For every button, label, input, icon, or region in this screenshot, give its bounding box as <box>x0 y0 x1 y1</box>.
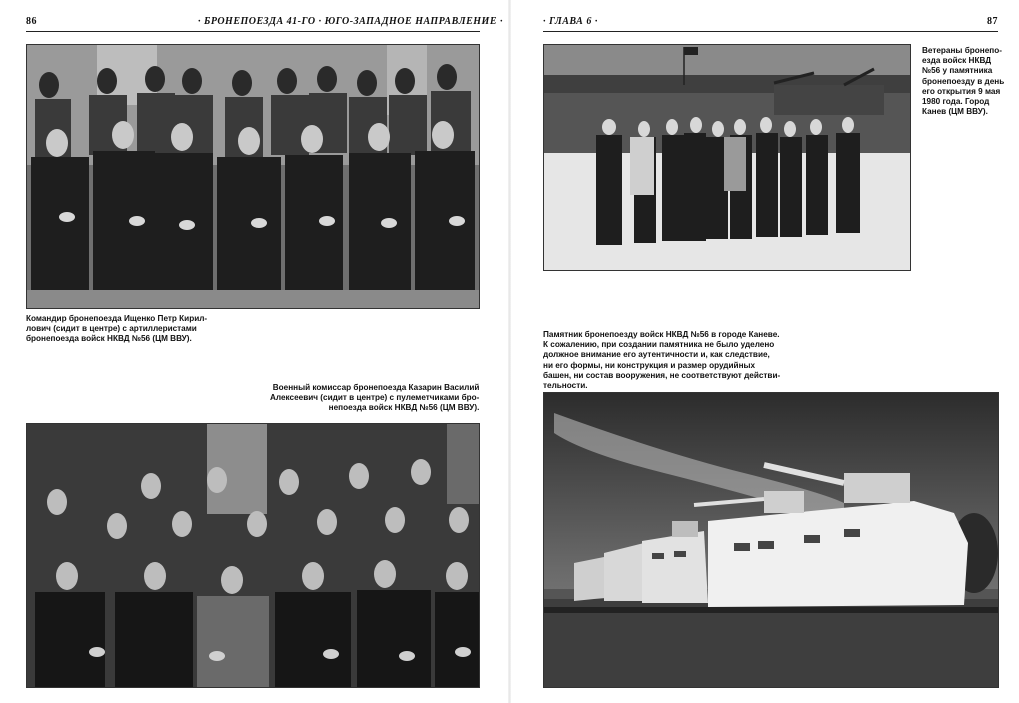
caption-line: башен, ни состав вооружения, не соответствуют действи- <box>543 370 781 380</box>
right-page-number: 87 <box>987 16 998 27</box>
right-page <box>510 0 1019 703</box>
caption-line: Памятник бронепоезду войск НКВД №56 в городе Каневе. <box>543 330 780 339</box>
caption-line: К сожалению, при создании памятника не было уделено <box>543 340 775 350</box>
right-page-header <box>543 16 998 32</box>
left-page-header <box>26 16 504 32</box>
caption-line: №56 у памятника <box>922 66 993 76</box>
caption-line: Ветераны бронепо- <box>922 46 1002 55</box>
caption-line: бронепоезда войск НКВД №56 (ЦМ ВВУ). <box>26 334 192 344</box>
left-page <box>0 0 509 703</box>
caption-line: Военный комиссар бронепоезда Казарин Василий <box>272 383 480 392</box>
caption-line: Командир бронепоезда Ищенко Петр Кирил- <box>26 314 208 323</box>
caption-line: езда войск НКВД <box>922 56 992 66</box>
caption-line: Канев (ЦМ ВВУ). <box>922 107 988 117</box>
photo-veterans-at-monument <box>543 44 911 271</box>
caption-line: бронепоезду в день <box>922 76 1005 86</box>
caption-line: ни его формы, ни конструкция и размер орудийных <box>543 360 756 370</box>
caption-line: Алексеевич (сидит в центре) с пулеметчиками бро- <box>270 393 480 403</box>
caption-line: должное внимание его аутентичности и, как следствие, <box>543 350 770 360</box>
caption-line: непоезда войск НКВД №56 (ЦМ ВВУ). <box>328 403 480 413</box>
left-running-title: · БРОНЕПОЕЗДА 41-ГО · ЮГО-ЗАПАДНОЕ НАПРАВЛЕНИЕ · <box>198 16 504 27</box>
photo-artillerymen-group <box>26 44 480 309</box>
caption-artillerymen <box>26 314 207 345</box>
caption-veterans <box>922 46 1004 117</box>
left-page-number: 86 <box>26 16 37 27</box>
caption-monument <box>543 330 780 391</box>
photo-armored-train-monument <box>543 392 999 688</box>
header-rule <box>26 31 480 32</box>
caption-machine-gunners <box>270 383 479 414</box>
caption-line: тельности. <box>543 381 588 391</box>
header-rule <box>543 31 998 32</box>
photo-machine-gunners-group <box>26 423 480 688</box>
caption-line: его открытия 9 мая <box>922 86 1001 96</box>
right-running-title: · ГЛАВА 6 · <box>543 16 598 27</box>
caption-line: 1980 года. Город <box>922 97 990 107</box>
caption-line: лович (сидит в центре) с артиллеристами <box>26 324 197 334</box>
